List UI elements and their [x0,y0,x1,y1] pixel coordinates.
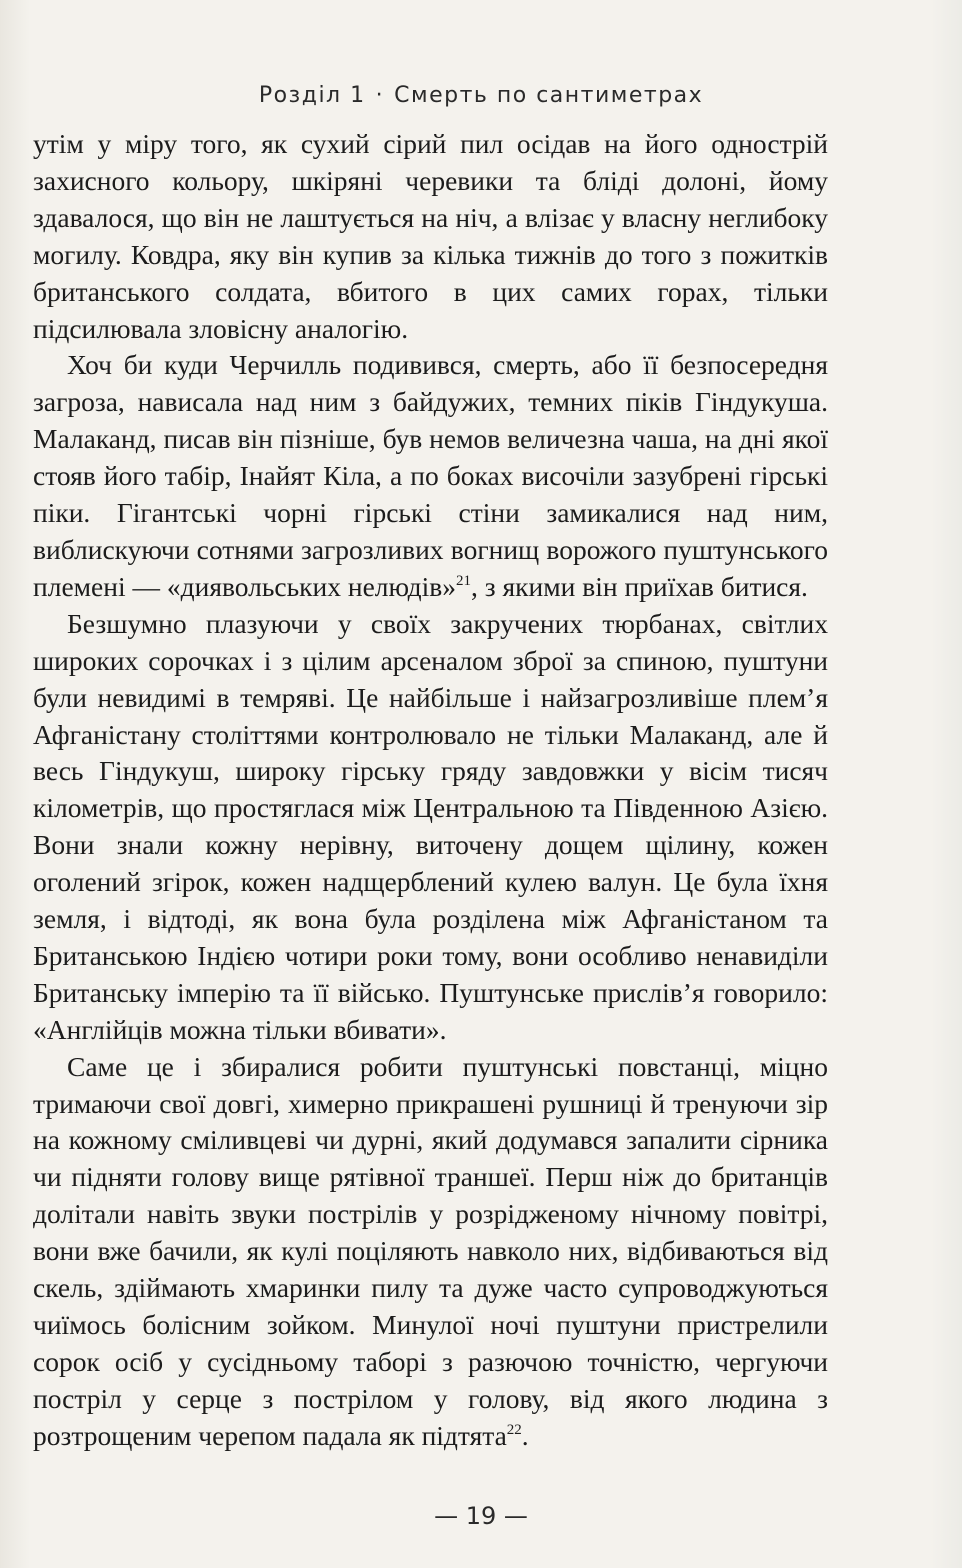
paragraph-4-text: Саме це і збиралися робити пуштунські повстанці, міцно тримаючи свої довгі, химерно прикрашені рушниці й тренуючи зір на кожному сміливцеві чи дурні, який додумався запалити сірника чи підняти голову вище рятівної траншеї. Перш ніж до британців долітали навіть звуки пострілів у розрідженому нічному повітрі, вони вже бачили, як кулі поціляють навколо них, відбиваються від скель, здіймають хмаринки пилу та дуже часто супроводжуються чиїмось болісним зойком. Минулої ночі пуштуни пристрелили сорок осіб у сусідньому таборі з разючою точністю, чергуючи постріл у серце з пострілом у голову, від якого людина з розтрощеним черепом падала як підтята [33,1050,828,1451]
footnote-ref-21: 21 [456,572,472,589]
paragraph-2-text: Хоч би куди Черчилль подивився, смерть, або її безпосередня загроза, нависала над ним з байдужих, темних піків Гіндукуша. Малаканд, писав він пізніше, був немов величезна чаша, на дні якої стояв його табір, Інайят Кіла, а по боках височіли зазубрені гірські піки. Гігантські чорні гірські стіни замикалися над ним, виблискуючи сотнями загрозливих вогнищ ворожого пуштунського племені — «диявольських нелюдів» [33,349,828,602]
paragraph-3: Безшумно плазуючи у своїх закручених тюрбанах, світлих широких сорочках і з цілим арсеналом зброї за спиною, пуштуни були невидимі в темряві. Це найбільше і найзагрозливіше плем’я Афганістану століттями контролювало не тільки Малаканд, але й весь Гіндукуш, широку гірську гряду завдовжки у вісім тисяч кілометрів, що простяглася між Центральною та Південною Азією. Вони знали кожну нерівну, виточену дощем щілину, кожен оголений згірок, кожен надщерблений кулею валун. Це була їхня земля, і відтоді, як вона була розділена між Афганістаном та Британською Індією чотири роки тому, вони особливо ненавиділи Британську імперію та її військо. Пуштунське прислів’я говорило: «Англійців можна тільки вбивати». [33,607,828,1045]
page-number: — 19 — [434,1502,528,1530]
footnote-ref-22: 22 [506,1421,522,1438]
paragraph-4-text-end: . [521,1419,529,1451]
paragraph-4 [33,1049,828,1455]
chapter-title: Смерть по сантиметрах [394,83,704,108]
paragraph-2 [33,347,828,605]
paragraph-2-text-end: , з якими він приїхав битися. [471,570,808,602]
paragraph-1: утім у міру того, як сухий сірий пил осідав на його однострій захисного кольору, шкіряні черевики та бліді долоні, йому здавалося, що він не лаштується на ніч, а влізає у власну неглибоку могилу. Ковдра, яку він купив за кілька тижнів до того з пожитків британського солдата, вбитого в цих самих горах, тільки підсилювала зловісну аналогію. [33,128,828,344]
body-text [33,126,828,1455]
header-separator: · [375,83,385,108]
running-head [0,83,962,108]
section-label: Розділ 1 [258,83,366,108]
